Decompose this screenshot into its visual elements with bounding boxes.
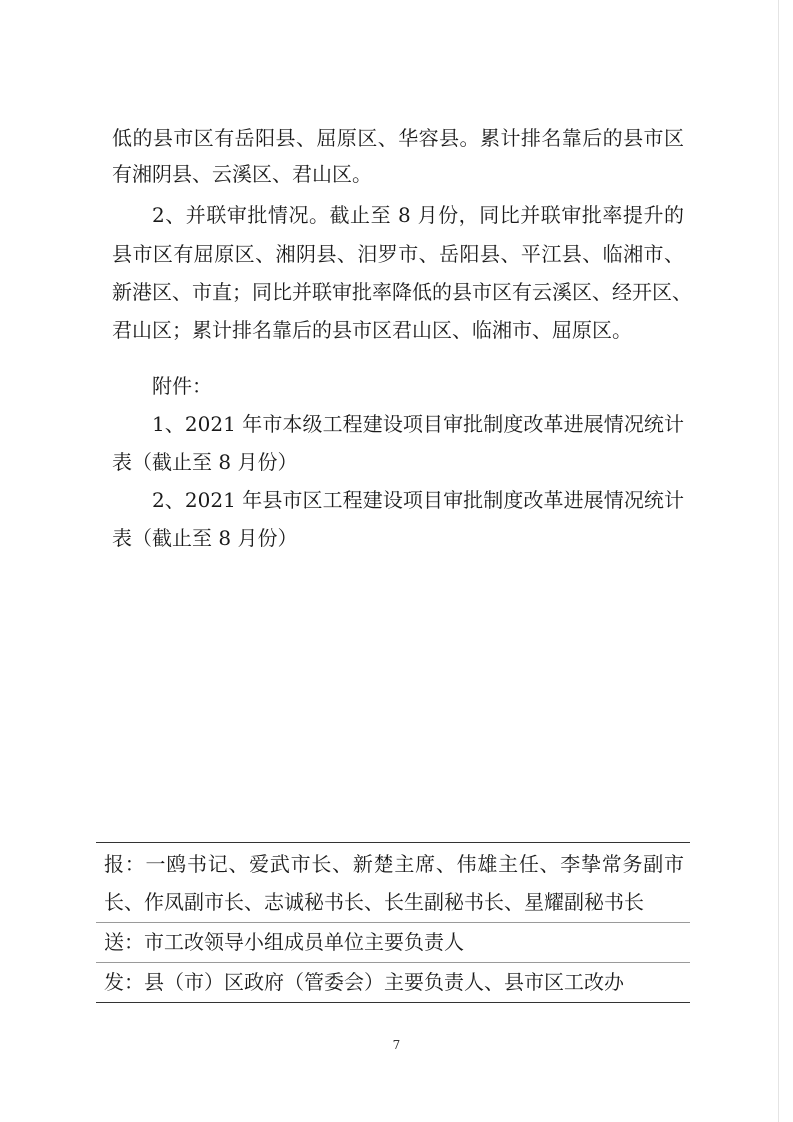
distribution-report-line-1: 报：一鸥书记、爱武市长、新楚主席、伟雄主任、李挚常务副市 — [104, 852, 684, 876]
attachment-line-1: 1、2021 年市本级工程建设项目审批制度改革进展情况统计 — [152, 412, 684, 436]
body-line-6: 君山区；累计排名靠后的县市区君山区、临湘市、屈原区。 — [112, 318, 632, 342]
page-edge — [778, 0, 779, 1122]
body-line-1: 低的县市区有岳阳县、屈原区、华容县。累计排名靠后的县市区 — [112, 126, 684, 150]
distribution-top-rule — [96, 842, 690, 843]
distribution-divider-2 — [96, 962, 690, 963]
body-line-2: 有湘阴县、云溪区、君山区。 — [112, 162, 372, 186]
body-line-5: 新港区、市直；同比并联审批率降低的县市区有云溪区、经开区、 — [112, 280, 692, 304]
distribution-send-line: 送：市工改领导小组成员单位主要负责人 — [104, 930, 464, 954]
distribution-report-line-2: 长、作凤副市长、志诚秘书长、长生副秘书长、星耀副秘书长 — [104, 890, 644, 914]
attachments-heading: 附件： — [152, 374, 212, 398]
distribution-issue-line: 发：县（市）区政府（管委会）主要负责人、县市区工改办 — [104, 970, 624, 994]
distribution-divider-1 — [96, 922, 690, 923]
attachment-line-2: 表（截止至 8 月份） — [112, 450, 298, 474]
body-line-4: 县市区有屈原区、湘阴县、汨罗市、岳阳县、平江县、临湘市、 — [112, 242, 684, 266]
attachment-line-3: 2、2021 年县市区工程建设项目审批制度改革进展情况统计 — [152, 488, 684, 512]
body-line-3: 2、并联审批情况。截止至 8 月份，同比并联审批率提升的 — [152, 203, 684, 227]
distribution-bottom-rule — [96, 1002, 690, 1003]
attachment-line-4: 表（截止至 8 月份） — [112, 526, 298, 550]
page-number: 7 — [392, 1038, 401, 1052]
